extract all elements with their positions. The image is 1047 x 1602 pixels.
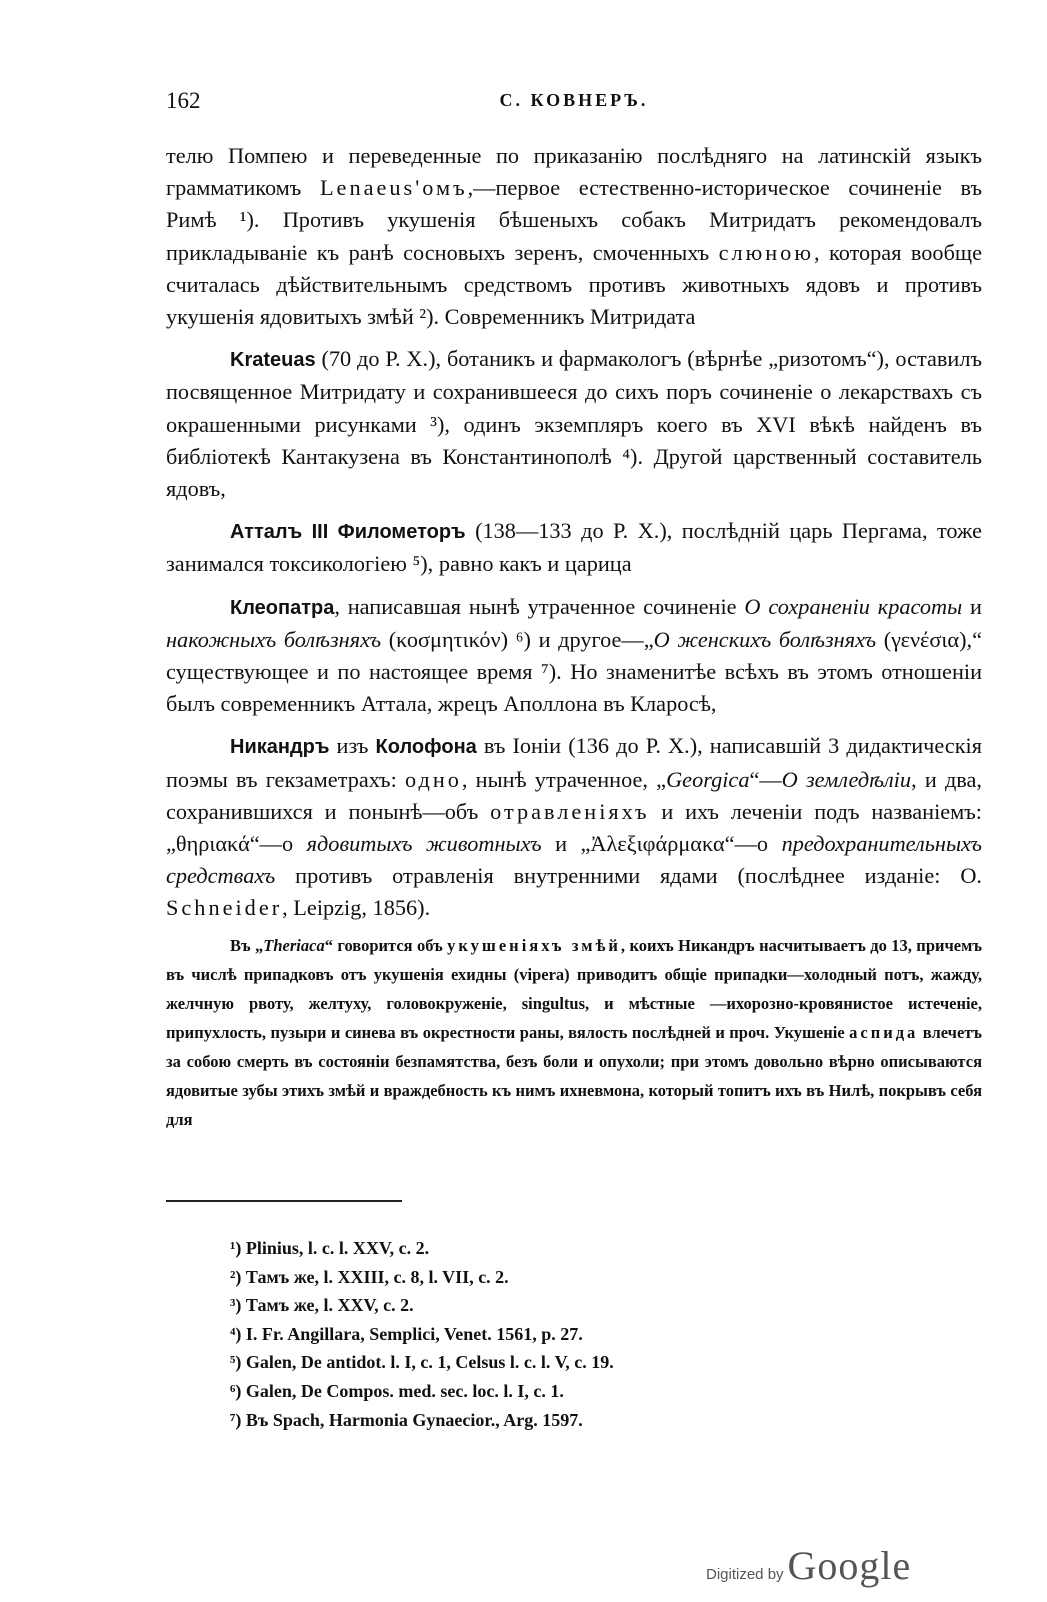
footnote-mark: ⁶) <box>230 1380 242 1401</box>
text-run: О женскихъ болѣзняхъ <box>653 626 877 652</box>
paragraph <box>166 591 982 721</box>
text-run: (138—133 до Р. Х.), послѣдній царь Пергама, тоже занимался токсикологіею ⁵), равно какъ и царица <box>166 518 983 577</box>
text-run: телю Помпею и переведенные по приказанію послѣдняго на латинскій языкъ грамматикомъ <box>166 143 982 201</box>
text-run: Georgica <box>666 766 750 792</box>
text-run: отравленіяхъ <box>490 798 650 824</box>
text-run: Theriaca <box>263 935 325 955</box>
text-run: , которая вообще считалась дѣйствительнымъ средствомъ противъ животныхъ ядовъ и противъ укушенія ядовитыхъ змѣй ²). Современникъ Митридата <box>166 239 982 330</box>
footnote <box>230 1406 930 1435</box>
google-logo: Google <box>787 1543 912 1588</box>
footnote-text: Тамъ же, l. XXV, c. 2. <box>245 1295 414 1316</box>
text-run: одно <box>404 766 462 792</box>
footnote-text: Galen, De Compos. med. sec. loc. l. I, c. 1. <box>245 1380 564 1401</box>
text-run: и „Ἀλεξιφάρμακα“—о <box>541 831 782 857</box>
footnote-mark: ⁷) <box>230 1409 242 1430</box>
text-run: (70 до Р. Х.), ботаникъ и фармакологъ (вѣрнѣе „ризотомъ“), оставилъ посвященное Митридату и сохранившееся до сихъ поръ сочиненіе о лекарствахъ съ окрашенными рисунками ³), одинъ экземпляръ коего въ XVI вѣкѣ найденъ въ библіотекѣ Кантакузена въ Константинополѣ ⁴). Другой царственный составитель ядовъ, <box>166 346 982 502</box>
body-text <box>166 140 982 1134</box>
footnote-mark: ³) <box>230 1295 242 1316</box>
footnote-text: I. Fr. Angillara, Semplici, Venet. 1561, p. 27. <box>245 1323 583 1344</box>
person-name: Клеопатра <box>230 596 335 619</box>
text-run: (κοσμητικόν) ⁶) и другое—„ <box>381 626 654 652</box>
text-run: слюною <box>718 239 814 265</box>
text-run: изъ <box>329 733 376 759</box>
text-run: въ Іоніи (136 до Р. Х.), написавшій 3 дидактическія поэмы въ гекзаметрахъ: <box>166 733 982 792</box>
text-run: накожныхъ болѣзняхъ <box>166 626 382 652</box>
text-run: предохранительныхъ средствахъ <box>166 831 982 889</box>
text-run: аспида <box>849 1022 919 1042</box>
text-run: и <box>962 593 982 619</box>
paragraph <box>166 343 982 505</box>
text-run: О сохраненіи красоты <box>744 593 963 619</box>
place-name: Колофона <box>375 736 477 759</box>
person-name: Атталъ III Филометоръ <box>230 521 466 544</box>
footnote <box>230 1377 930 1406</box>
footnote-text: Galen, De antidot. l. I, c. 1, Celsus l. c. l. V, c. 19. <box>245 1352 614 1373</box>
footnote-divider <box>166 1200 402 1202</box>
small-print-paragraph <box>166 931 982 1134</box>
running-head: С. КОВНЕРЪ. <box>499 90 649 110</box>
person-name: Krateuas <box>230 349 316 372</box>
page-number: 162 <box>166 88 201 113</box>
footnote-mark: ¹) <box>230 1238 242 1258</box>
footnote <box>230 1263 930 1292</box>
text-run: Lenaeus'омъ <box>319 175 468 201</box>
footnote-text: Plinius, l. c. l. XXV, c. 2. <box>245 1238 430 1258</box>
text-run: , и два, сохранившихся и понынѣ—объ <box>166 766 983 824</box>
text-run: “ говорится объ <box>324 935 448 955</box>
text-run: ,—первое естественно-историческое сочиненіе въ Римѣ ¹). Противъ укушенія бѣшеныхъ собакъ Митридатъ рекомендовалъ прикладываніе къ ранѣ сосновыхъ зеренъ, смоченныхъ <box>166 175 982 265</box>
text-run: и ихъ леченіи подъ названіемъ: „θηριακά“—о <box>166 798 982 857</box>
text-run: ядовитыхъ животныхъ <box>306 831 542 857</box>
paragraph <box>166 140 982 333</box>
page-header <box>166 88 982 120</box>
paragraph <box>166 730 982 924</box>
text-run: , написавшая нынѣ утраченное сочиненіе <box>334 593 745 619</box>
person-name: Никандръ <box>230 736 330 759</box>
footnote-text: Въ Spach, Harmonia Gynaecior., Arg. 1597. <box>245 1409 583 1430</box>
footnote-text: Тамъ же, l. XXIII, c. 8, l. VII, c. 2. <box>245 1266 509 1287</box>
footnote <box>230 1320 930 1349</box>
text-run: укушеніяхъ змѣй <box>447 935 621 955</box>
text-run: “— <box>749 766 782 792</box>
footnote <box>230 1291 930 1320</box>
paragraph <box>166 515 982 580</box>
footnote <box>230 1348 930 1377</box>
footnotes <box>230 1234 930 1434</box>
watermark-small-text: Digitized by <box>706 1566 784 1583</box>
text-run: Schneider <box>166 895 283 921</box>
text-run: О земледѣліи <box>781 766 912 792</box>
text-run: , нынѣ утраченное, „ <box>461 766 667 792</box>
text-run: , коихъ Никандръ насчитываетъ до 13, причемъ въ числѣ припадковъ отъ укушенія ехидны (vipera) приводитъ общіе припадки—холодный потъ, жажду, желчную рвоту, желтуху, головокруженіе, singultus, и мѣстные —ихорозно-кровянистое истеченіе, припухлость, пузыри и синева въ окрестности раны, вялость послѣдней и проч. Укушеніе <box>166 935 982 1042</box>
footnote-mark: ⁴) <box>230 1323 242 1344</box>
footnote-mark: ²) <box>230 1266 242 1287</box>
footnote <box>230 1234 930 1263</box>
text-run: влечетъ за собою смерть въ состояніи безпамятства, безъ боли и опухоли; при этомъ довольно вѣрно описываются ядовитые зубы этихъ змѣй и враждебность къ нимъ ихневмона, который топитъ ихъ въ Нилѣ, покрывъ себя для <box>166 1022 982 1129</box>
footnote-mark: ⁵) <box>230 1352 242 1373</box>
text-run: (γενέσια),“ существующее и по настоящее время ⁷). Но знаменитѣе всѣхъ въ этомъ отношеніи былъ современникъ Аттала, жрецъ Аполлона въ Кларосѣ, <box>166 626 983 717</box>
digitized-by-watermark <box>706 1542 911 1602</box>
text-run: противъ отравленія внутренними ядами (послѣднее изданіе: O. <box>275 863 982 889</box>
text-run: Въ „ <box>230 935 264 955</box>
text-run: , Leipzig, 1856). <box>282 895 431 921</box>
